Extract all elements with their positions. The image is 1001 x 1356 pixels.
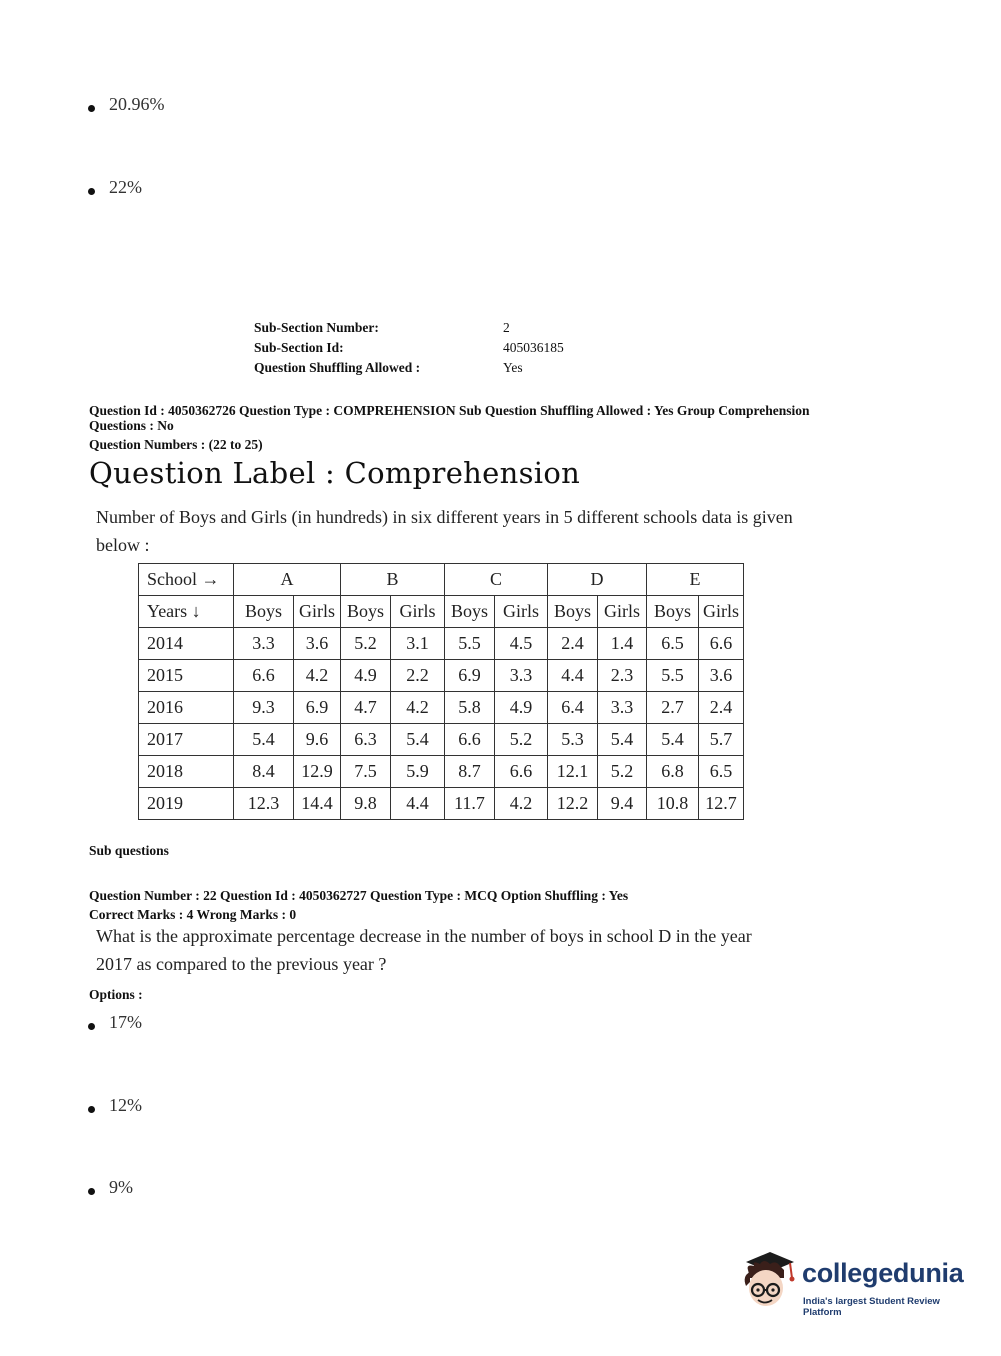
question-22-meta — [89, 886, 628, 924]
option-item[interactable] — [88, 1095, 142, 1116]
value-cell: 9.6 — [294, 724, 341, 756]
option-item[interactable] — [88, 1177, 133, 1198]
value-cell: 14.4 — [294, 788, 341, 820]
year-cell: 2014 — [139, 628, 234, 660]
table-row — [139, 660, 744, 692]
value-cell: 4.9 — [495, 692, 548, 724]
value-cell: 6.6 — [445, 724, 495, 756]
question-22-text — [96, 922, 916, 978]
subsection-number-value: 2 — [503, 320, 510, 335]
value-cell: 12.3 — [234, 788, 294, 820]
value-cell: 4.9 — [341, 660, 391, 692]
option-text: 12% — [109, 1095, 142, 1115]
value-cell: 4.2 — [495, 788, 548, 820]
options-label: Options : — [89, 987, 143, 1002]
value-cell: 5.3 — [548, 724, 598, 756]
option-text: 17% — [109, 1012, 142, 1032]
value-cell: 5.4 — [647, 724, 699, 756]
boys-header: Boys — [341, 596, 391, 628]
value-cell: 4.2 — [294, 660, 341, 692]
value-cell: 12.9 — [294, 756, 341, 788]
school-header: A — [234, 564, 341, 596]
value-cell: 5.2 — [495, 724, 548, 756]
value-cell: 5.2 — [598, 756, 647, 788]
shuffle-value: Yes — [503, 360, 523, 375]
value-cell: 6.6 — [699, 628, 744, 660]
value-cell: 5.4 — [234, 724, 294, 756]
group-question-meta — [89, 403, 810, 433]
value-cell: 6.5 — [647, 628, 699, 660]
question-label: Question Label : Comprehension — [89, 456, 581, 490]
value-cell: 3.1 — [391, 628, 445, 660]
subsection-number-label: Sub-Section Number: — [254, 320, 379, 335]
value-cell: 2.4 — [548, 628, 598, 660]
value-cell: 2.7 — [647, 692, 699, 724]
value-cell: 2.3 — [598, 660, 647, 692]
value-cell: 5.5 — [647, 660, 699, 692]
subsection-info — [254, 318, 564, 378]
value-cell: 12.2 — [548, 788, 598, 820]
value-cell: 5.4 — [391, 724, 445, 756]
question-meta-line: Correct Marks : 4 Wrong Marks : 0 — [89, 907, 297, 922]
boys-header: Boys — [234, 596, 294, 628]
value-cell: 6.5 — [699, 756, 744, 788]
question-meta-line: Question Number : 22 Question Id : 4050362727 Question Type : MCQ Option Shuffling : Yes — [89, 888, 629, 903]
bullet-icon — [88, 105, 95, 112]
group-meta-line: Questions : No — [89, 418, 174, 433]
table-header-row — [139, 564, 744, 596]
table-row — [139, 628, 744, 660]
value-cell: 4.5 — [495, 628, 548, 660]
value-cell: 10.8 — [647, 788, 699, 820]
school-header: E — [647, 564, 744, 596]
subsection-id-value: 405036185 — [503, 340, 564, 355]
value-cell: 5.4 — [598, 724, 647, 756]
bullet-icon — [88, 1188, 95, 1195]
year-cell: 2017 — [139, 724, 234, 756]
logo-name: collegedunia — [802, 1258, 964, 1288]
option-text: 22% — [109, 177, 142, 197]
girls-header: Girls — [391, 596, 445, 628]
value-cell: 9.3 — [234, 692, 294, 724]
table-body — [139, 628, 744, 820]
table-row — [139, 724, 744, 756]
value-cell: 3.6 — [294, 628, 341, 660]
value-cell: 6.6 — [495, 756, 548, 788]
year-cell: 2016 — [139, 692, 234, 724]
question-numbers: Question Numbers : (22 to 25) — [89, 437, 263, 452]
bullet-icon — [88, 188, 95, 195]
value-cell: 1.4 — [598, 628, 647, 660]
value-cell: 4.2 — [391, 692, 445, 724]
boys-header: Boys — [445, 596, 495, 628]
data-table — [138, 563, 744, 820]
value-cell: 4.4 — [548, 660, 598, 692]
value-cell: 4.4 — [391, 788, 445, 820]
group-meta-line: Question Id : 4050362726 Question Type : COMPREHENSION Sub Question Shuffling Allowed : Yes Group Comprehension — [89, 403, 810, 418]
corner-years: Years ↓ — [139, 596, 234, 628]
option-text: 20.96% — [109, 94, 165, 114]
value-cell: 6.3 — [341, 724, 391, 756]
logo-tagline: India's largest Student Review Platform — [803, 1296, 940, 1318]
value-cell: 3.3 — [495, 660, 548, 692]
value-cell: 5.8 — [445, 692, 495, 724]
value-cell: 6.6 — [234, 660, 294, 692]
table-row — [139, 756, 744, 788]
value-cell: 6.4 — [548, 692, 598, 724]
value-cell: 8.7 — [445, 756, 495, 788]
value-cell: 3.3 — [234, 628, 294, 660]
year-cell: 2015 — [139, 660, 234, 692]
year-cell: 2018 — [139, 756, 234, 788]
value-cell: 9.8 — [341, 788, 391, 820]
boys-header: Boys — [647, 596, 699, 628]
value-cell: 4.7 — [341, 692, 391, 724]
school-header: C — [445, 564, 548, 596]
school-header: B — [341, 564, 445, 596]
option-text: 9% — [109, 1177, 133, 1197]
girls-header: Girls — [495, 596, 548, 628]
option-item[interactable] — [88, 1012, 142, 1033]
girls-header: Girls — [699, 596, 744, 628]
value-cell: 5.7 — [699, 724, 744, 756]
value-cell: 2.4 — [699, 692, 744, 724]
value-cell: 2.2 — [391, 660, 445, 692]
value-cell: 6.9 — [294, 692, 341, 724]
girls-header: Girls — [294, 596, 341, 628]
passage — [96, 503, 916, 559]
bullet-icon — [88, 1023, 95, 1030]
question-text-line: What is the approximate percentage decrease in the number of boys in school D in the year — [96, 926, 752, 946]
value-cell: 5.9 — [391, 756, 445, 788]
question-text-line: 2017 as compared to the previous year ? — [96, 954, 387, 974]
passage-line: below : — [96, 535, 150, 555]
option-item — [88, 94, 165, 115]
table-row — [139, 788, 744, 820]
value-cell: 5.2 — [341, 628, 391, 660]
value-cell: 8.4 — [234, 756, 294, 788]
bullet-icon — [88, 1106, 95, 1113]
value-cell: 7.5 — [341, 756, 391, 788]
girls-header: Girls — [598, 596, 647, 628]
table-row — [139, 692, 744, 724]
subsection-id-label: Sub-Section Id: — [254, 340, 344, 355]
value-cell: 3.6 — [699, 660, 744, 692]
value-cell: 6.9 — [445, 660, 495, 692]
year-cell: 2019 — [139, 788, 234, 820]
value-cell: 6.8 — [647, 756, 699, 788]
value-cell: 3.3 — [598, 692, 647, 724]
passage-line: Number of Boys and Girls (in hundreds) in six different years in 5 different schools data is given — [96, 507, 793, 527]
boys-header: Boys — [548, 596, 598, 628]
value-cell: 12.1 — [548, 756, 598, 788]
value-cell: 12.7 — [699, 788, 744, 820]
sub-questions-label: Sub questions — [89, 843, 169, 858]
mascot-icon — [740, 1248, 800, 1310]
corner-school: School → — [139, 564, 234, 596]
option-item — [88, 177, 142, 198]
table-subheader-row — [139, 596, 744, 628]
value-cell: 9.4 — [598, 788, 647, 820]
school-header: D — [548, 564, 647, 596]
value-cell: 5.5 — [445, 628, 495, 660]
shuffle-label: Question Shuffling Allowed : — [254, 360, 421, 375]
value-cell: 11.7 — [445, 788, 495, 820]
collegedunia-logo[interactable] — [740, 1248, 980, 1318]
